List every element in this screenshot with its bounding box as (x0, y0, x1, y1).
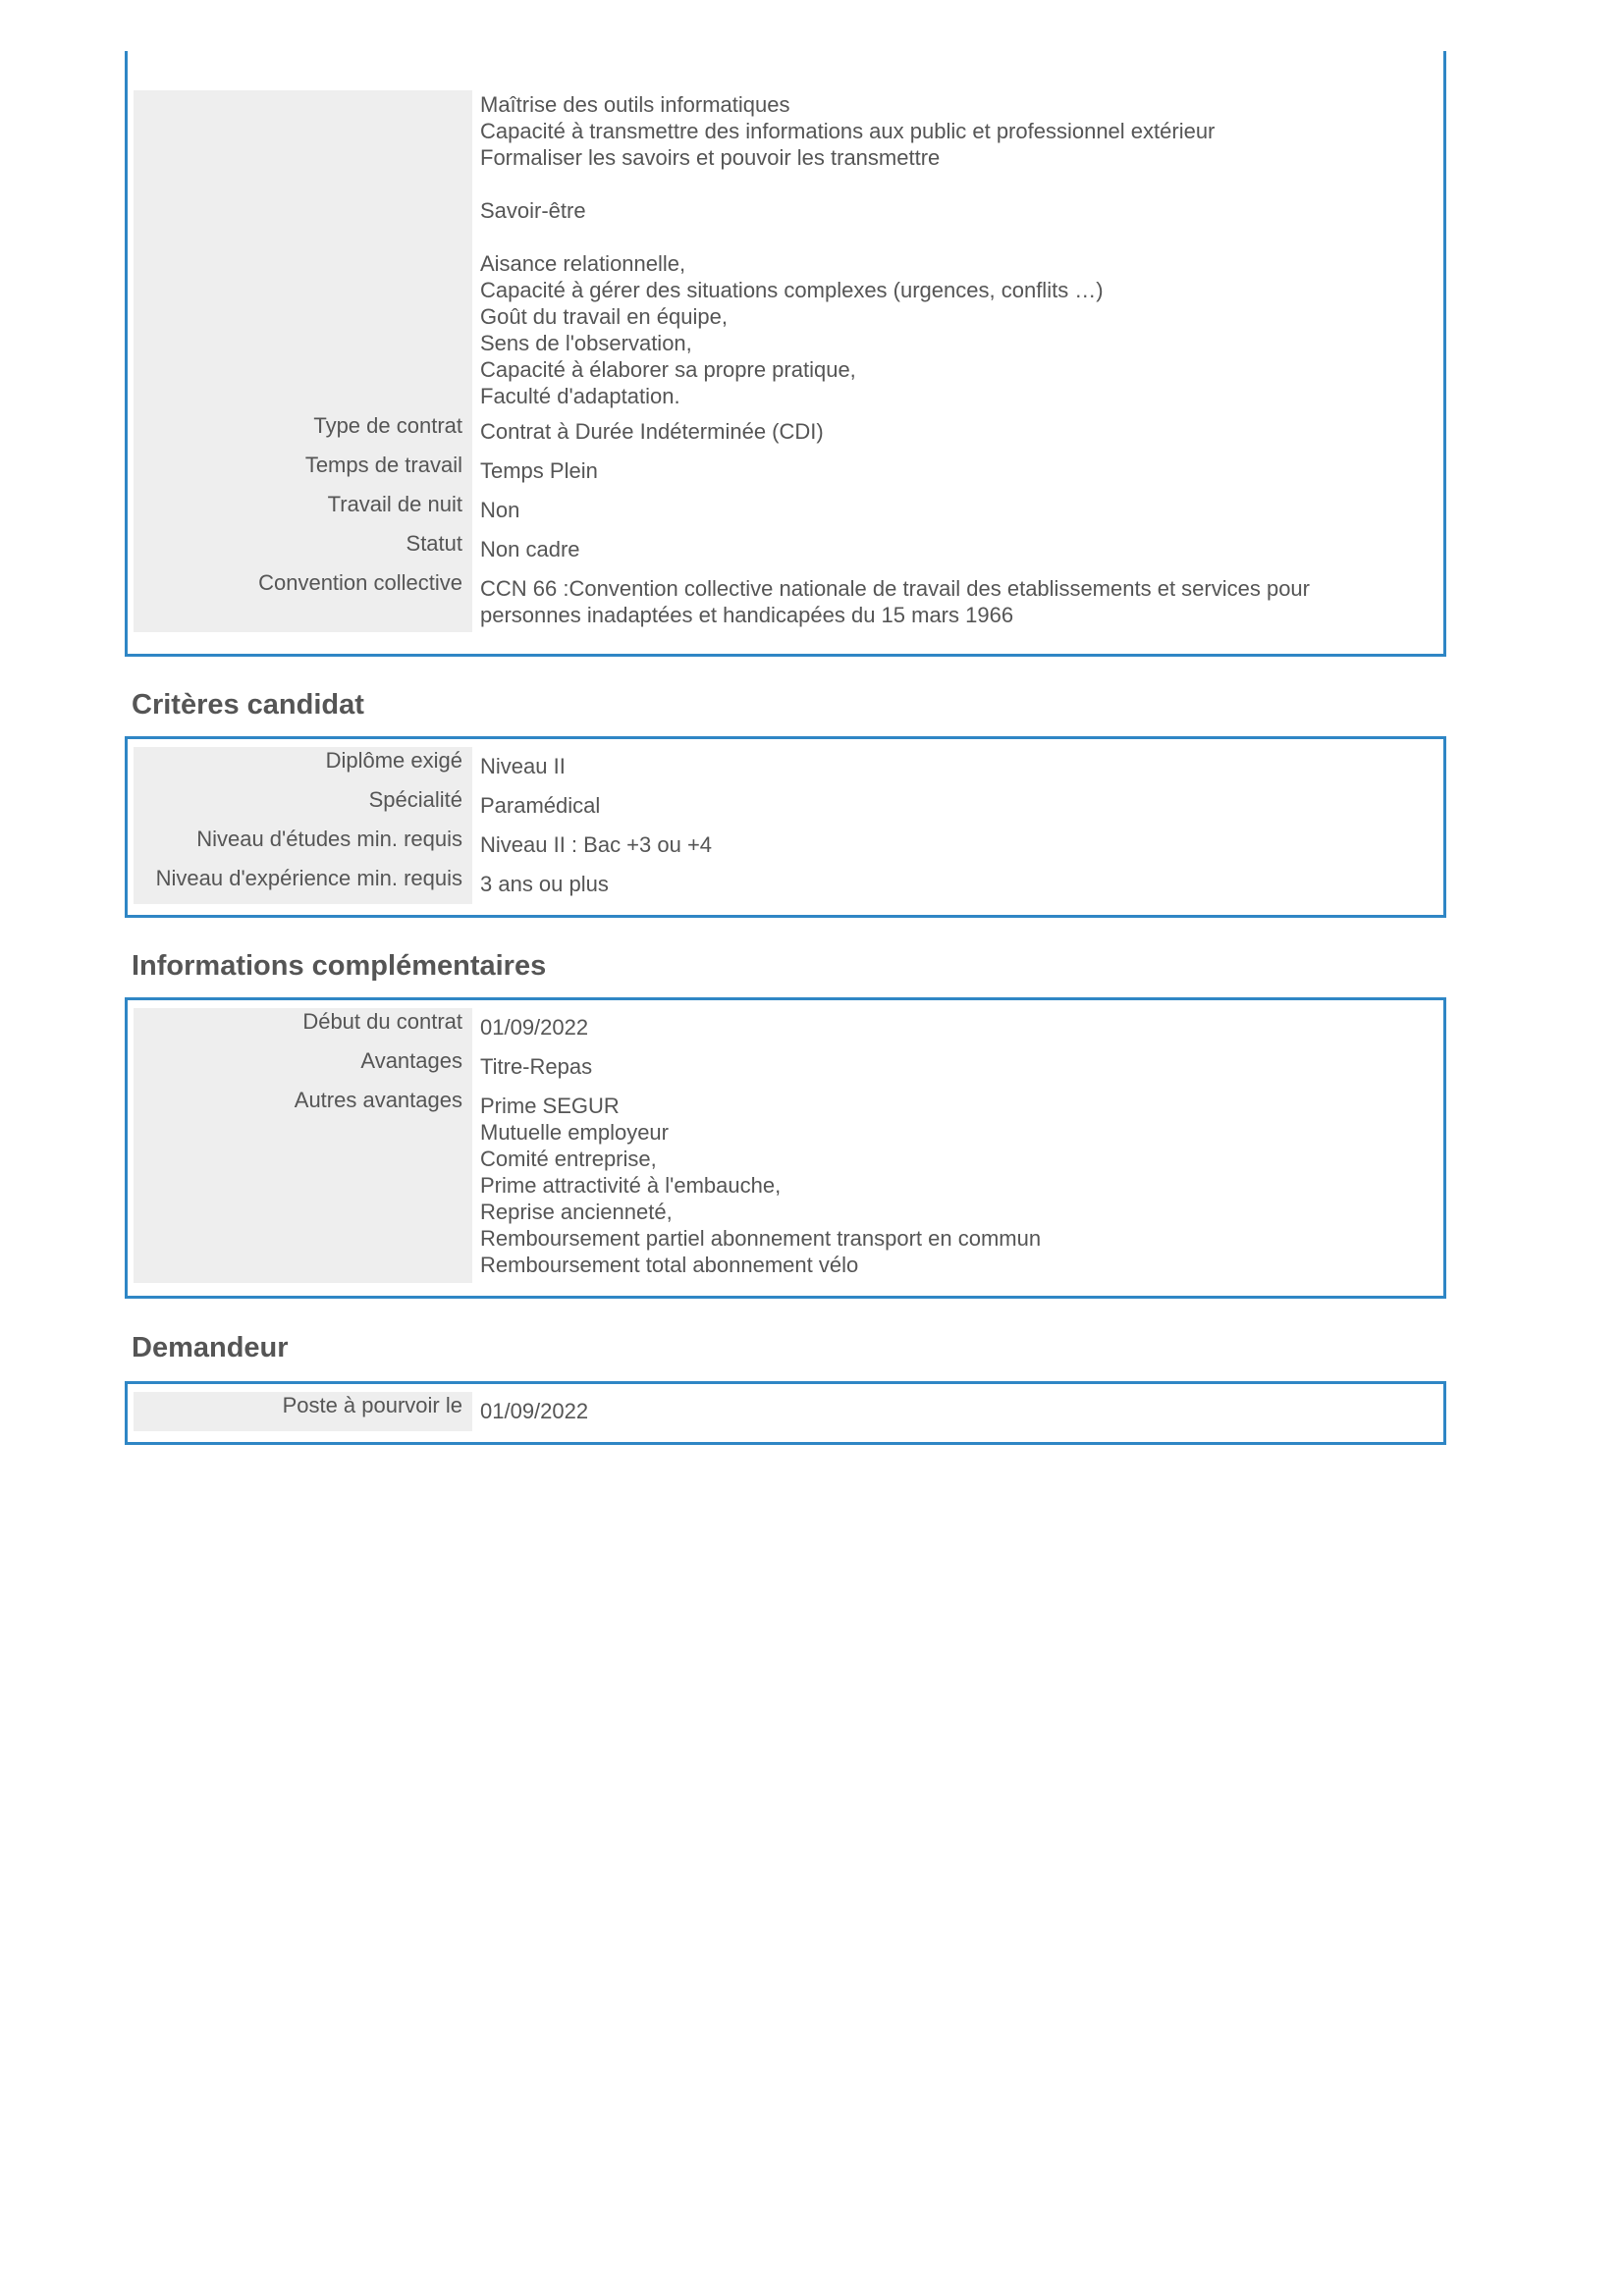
field-label-diplome: Diplôme exigé (134, 747, 472, 786)
field-value-statut: Non cadre (480, 537, 580, 561)
table-row (134, 530, 1439, 569)
section-title-criteres: Critères candidat (132, 689, 364, 721)
value-line: Prime attractivité à l'embauche, (480, 1173, 782, 1198)
field-value-travail-nuit: Non (480, 498, 520, 522)
value-line: Goût du travail en équipe, (480, 304, 728, 329)
table-row (134, 1047, 1439, 1087)
table-row (134, 452, 1439, 491)
table-row (134, 826, 1439, 865)
value-line (480, 224, 1439, 250)
conditions-box (125, 51, 1446, 657)
value-line: CCN 66 :Convention collective nationale de travail des etablissements et services pour (480, 576, 1310, 601)
value-line: personnes inadaptées et handicapées du 15 mars 1966 (480, 603, 1014, 627)
field-value-poste-pourvoir: 01/09/2022 (480, 1399, 589, 1423)
field-label-debut-contrat: Début du contrat (134, 1008, 472, 1047)
value-line: Sens de l'observation, (480, 331, 692, 355)
value-line: Remboursement total abonnement vélo (480, 1253, 859, 1277)
field-label-type-contrat: Type de contrat (134, 412, 472, 452)
value-line: Capacité à élaborer sa propre pratique, (480, 357, 856, 382)
conditions-table (134, 90, 1439, 632)
field-value-specialite: Paramédical (480, 793, 601, 818)
infos-box (125, 997, 1446, 1299)
value-line: Comité entreprise, (480, 1147, 657, 1171)
field-label-travail-nuit: Travail de nuit (134, 491, 472, 530)
value-line: Prime SEGUR (480, 1094, 620, 1118)
value-line: Capacité à transmettre des informations aux public et professionnel extérieur (480, 119, 1216, 143)
section-title-infos: Informations complémentaires (132, 950, 547, 982)
field-value-avantages: Titre-Repas (480, 1054, 593, 1079)
field-value-autres-avantages (472, 1087, 1439, 1283)
value-line: Remboursement partiel abonnement transport en commun (480, 1226, 1042, 1251)
table-row (134, 1008, 1439, 1047)
field-value-debut-contrat: 01/09/2022 (480, 1015, 589, 1040)
table-row (134, 1392, 1439, 1431)
value-line: Aisance relationnelle, (480, 251, 686, 276)
field-value-type-contrat: Contrat à Durée Indéterminée (CDI) (480, 419, 824, 444)
table-row (134, 865, 1439, 904)
field-label-poste-pourvoir: Poste à pourvoir le (134, 1392, 472, 1431)
table-row (134, 90, 1439, 412)
field-value-convention (472, 569, 1439, 632)
field-label-avantages: Avantages (134, 1047, 472, 1087)
infos-table (134, 1008, 1439, 1283)
value-line: Reprise ancienneté, (480, 1200, 673, 1224)
value-line: Formaliser les savoirs et pouvoir les transmettre (480, 145, 941, 170)
table-row (134, 786, 1439, 826)
field-label (134, 90, 472, 412)
value-line: Capacité à gérer des situations complexes (urgences, conflits …) (480, 278, 1104, 302)
field-label-temps-travail: Temps de travail (134, 452, 472, 491)
field-value-temps-travail: Temps Plein (480, 458, 598, 483)
value-line (480, 171, 1439, 197)
section-title-demandeur: Demandeur (132, 1332, 289, 1363)
table-row (134, 747, 1439, 786)
value-line: Mutuelle employeur (480, 1120, 669, 1145)
field-value-niveau-experience: 3 ans ou plus (480, 872, 609, 896)
field-value-diplome: Niveau II (480, 754, 566, 778)
table-row (134, 1087, 1439, 1283)
table-row (134, 491, 1439, 530)
value-line: Faculté d'adaptation. (480, 384, 680, 408)
table-row (134, 569, 1439, 632)
criteres-table (134, 747, 1439, 904)
field-label-niveau-experience: Niveau d'expérience min. requis (134, 865, 472, 904)
field-value-competences (472, 90, 1439, 412)
field-label-niveau-etudes: Niveau d'études min. requis (134, 826, 472, 865)
table-row (134, 412, 1439, 452)
value-line: Maîtrise des outils informatiques (480, 92, 790, 117)
demandeur-table (134, 1392, 1439, 1431)
value-line: Savoir-être (480, 198, 586, 223)
field-value-niveau-etudes: Niveau II : Bac +3 ou +4 (480, 832, 713, 857)
field-label-autres-avantages: Autres avantages (134, 1087, 472, 1283)
field-label-convention: Convention collective (134, 569, 472, 632)
demandeur-box (125, 1381, 1446, 1445)
field-label-specialite: Spécialité (134, 786, 472, 826)
field-label-statut: Statut (134, 530, 472, 569)
criteres-box (125, 736, 1446, 918)
